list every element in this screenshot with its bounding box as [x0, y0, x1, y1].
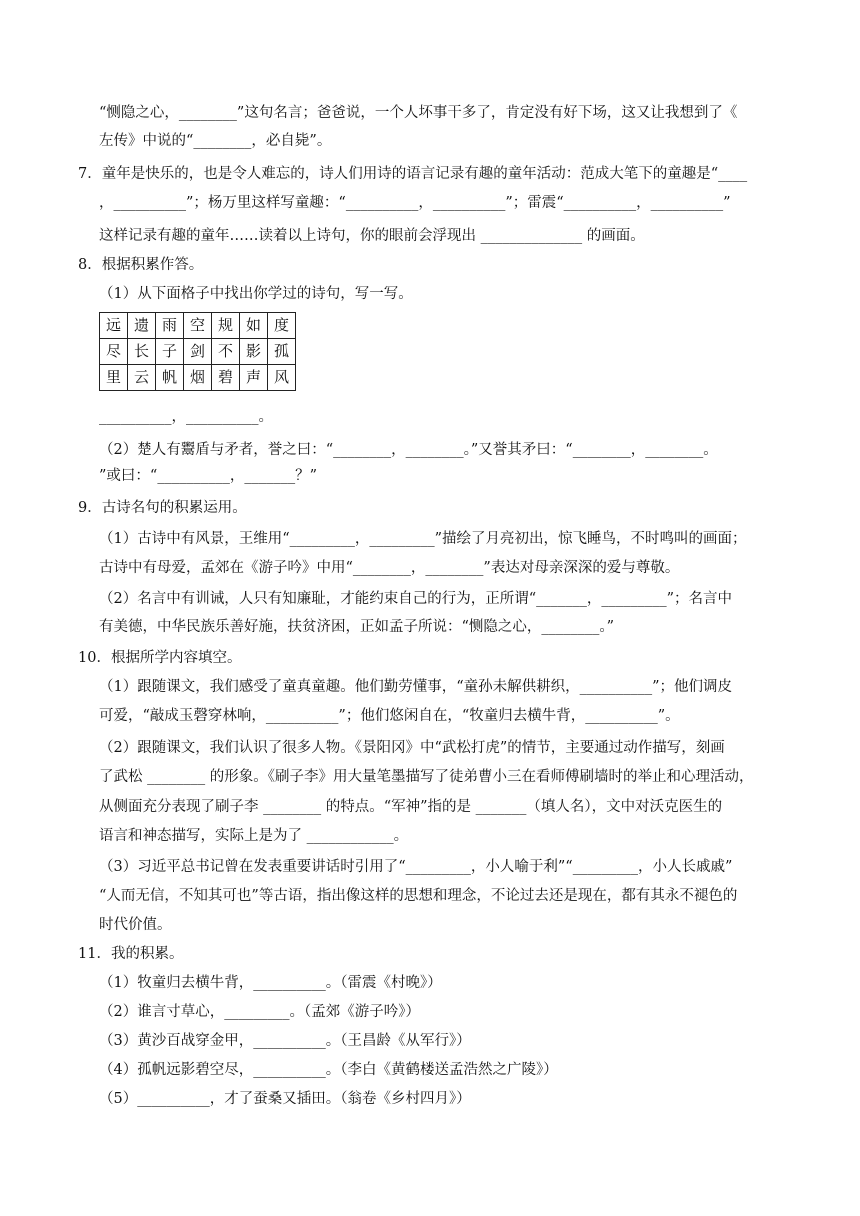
text-line: “恻隐之心，________”这句名言；爸爸说，一个人坏事干多了，肯定没有好下场，这又让我想到了《	[99, 105, 738, 121]
grid-cell: 碧	[212, 365, 240, 391]
text-line: 时代价值。	[99, 917, 172, 933]
grid-cell: 不	[212, 339, 240, 365]
grid-cell: 遗	[128, 313, 156, 339]
text-line: （3）习近平总书记曾在发表重要讲话时引用了“_________，小人喻于利”“_________，小人长戚戚”	[99, 859, 733, 875]
grid-row	[100, 339, 296, 365]
grid-cell: 尽	[100, 339, 128, 365]
grid-cell: 孤	[268, 339, 296, 365]
question-9: 9．古诗名句的积累运用。	[78, 500, 247, 516]
text-line: 这样记录有趣的童年……读着以上诗句，你的眼前会浮现出 ______________ 的画面。	[99, 228, 645, 244]
text-line: 有美德，中华民族乐善好施，扶贫济困，正如孟子所说：“恻隐之心，________。”	[99, 619, 615, 635]
question-10: 10．根据所学内容填空。	[78, 650, 242, 666]
grid-cell: 空	[184, 313, 212, 339]
text-line: 从侧面充分表现了刷子李 ________ 的特点。“军神”指的是 _______（填人名），文中对沃克医生的	[99, 799, 723, 815]
grid-cell: 里	[100, 365, 128, 391]
grid-cell: 如	[240, 313, 268, 339]
grid-cell: 规	[212, 313, 240, 339]
grid-cell: 烟	[184, 365, 212, 391]
grid-cell: 云	[128, 365, 156, 391]
text-line: （1）跟随课文，我们感受了童真童趣。他们勤劳懂事，“童孙未解供耕织，__________”；他们调皮	[99, 679, 733, 695]
text-line: ，__________”；杨万里这样写童趣：“__________，__________”；雷震“__________，__________”	[99, 195, 731, 211]
text-line: 可爱，“敲成玉磬穿林响，__________”；他们悠闲自在，“牧童归去横牛背，__________”。	[99, 708, 680, 724]
grid-cell: 风	[268, 365, 296, 391]
text-line: 语言和神态描写，实际上是为了 ____________。	[99, 828, 409, 844]
text-line: __________，__________。	[99, 409, 273, 425]
text-line: 左传》中说的“________，必自毙”。	[99, 133, 332, 149]
text-line: （2）名言中有训诫，人只有知廉耻，才能约束自己的行为，正所谓“_______，_________”；名言中	[99, 591, 733, 607]
grid-row	[100, 313, 296, 339]
text-line: 古诗中有母爱，孟郊在《游子吟》中用“________，________”表达对母亲深深的爱与尊敬。	[99, 560, 680, 576]
grid-row	[100, 365, 296, 391]
text-line: “人而无信，不知其可也”等古语，指出像这样的思想和理念，不论过去还是现在，都有其永不褪色的	[99, 888, 738, 904]
grid-cell: 远	[100, 313, 128, 339]
text-line: 了武松 ________ 的形象。《刷子李》用大量笔墨描写了徒弟曹小三在看师傅刷墙时的举止和心理活动，	[99, 769, 754, 785]
text-line: （2）跟随课文，我们认识了很多人物。《景阳冈》中“武松打虎”的情节，主要通过动作描写，刻画	[99, 740, 725, 756]
grid-cell: 度	[268, 313, 296, 339]
question-8: 8．根据积累作答。	[78, 257, 204, 273]
text-line: ”或曰：“__________，_______？”	[99, 468, 317, 484]
text-line: （4）孤帆远影碧空尽，__________。（李白《黄鹤楼送孟浩然之广陵》）	[99, 1062, 558, 1078]
text-line: （1）从下面格子中找出你学过的诗句，写一写。	[99, 286, 413, 302]
text-line: （1）牧童归去横牛背，__________。（雷震《村晚》）	[99, 975, 442, 991]
grid-cell: 帆	[156, 365, 184, 391]
grid-cell: 子	[156, 339, 184, 365]
text-line: （2）楚人有鬻盾与矛者，誉之曰：“________，________。”又誉其矛曰：“________，________。	[99, 442, 718, 458]
question-11: 11．我的积累。	[78, 946, 184, 962]
text-line: （2）谁言寸草心，_________。（孟郊《游子吟》）	[99, 1004, 420, 1020]
question-7: 7．童年是快乐的，也是令人难忘的，诗人们用诗的语言记录有趣的童年活动：范成大笔下的童趣是“____	[78, 166, 748, 182]
grid-cell: 剑	[184, 339, 212, 365]
grid-cell: 长	[128, 339, 156, 365]
character-grid	[99, 312, 296, 391]
grid-cell: 影	[240, 339, 268, 365]
grid-cell: 雨	[156, 313, 184, 339]
text-line: （1）古诗中有风景，王维用“_________，_________”描绘了月亮初出，惊飞睡鸟，不时鸣叫的画面；	[99, 531, 747, 547]
grid-cell: 声	[240, 365, 268, 391]
text-line: （5）__________，才了蚕桑又插田。（翁卷《乡村四月》）	[99, 1091, 471, 1107]
text-line: （3）黄沙百战穿金甲，__________。（王昌龄《从军行》）	[99, 1033, 471, 1049]
